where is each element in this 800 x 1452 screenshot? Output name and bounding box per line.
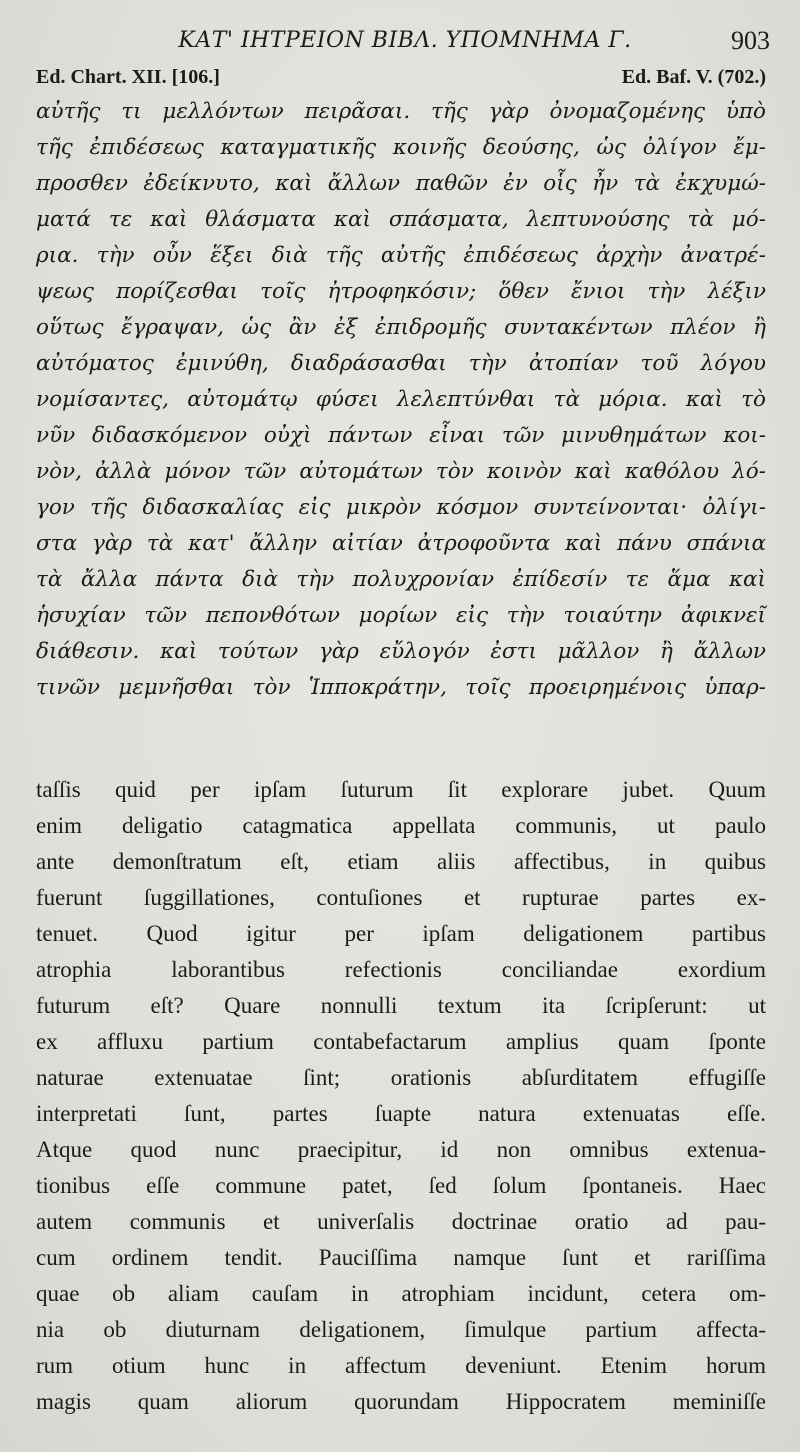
latin-line: enim deligatio catagmatica appellata communis, ut paulo xyxy=(36,813,766,838)
latin-line: futurum eſt? Quare nonnulli textum ita ſcripſerunt: ut xyxy=(36,993,766,1018)
latin-line: ante demonſtratum eſt, etiam aliis affectibus, in quibus xyxy=(36,849,766,874)
greek-line: τινῶν μεμνῆσθαι τὸν Ἱπποκράτην, τοῖς προειρημένοις ὑπαρ- xyxy=(36,675,766,700)
greek-line: ματά τε καὶ θλάσματα καὶ σπάσματα, λεπτυνούσης τὰ μό- xyxy=(36,207,766,232)
greek-line: τὰ ἄλλα πάντα διὰ τὴν πολυχρονίαν ἐπίδεσίν τε ἅμα καὶ xyxy=(36,567,766,592)
edition-basel: Ed. Baf. V. (702.) xyxy=(621,66,766,88)
latin-line: rum otium hunc in affectum deveniunt. Etenim horum xyxy=(36,1353,766,1378)
latin-line: naturae extenuatae ſint; orationis abſurditatem effugiſſe xyxy=(36,1065,766,1090)
page-header xyxy=(40,26,770,62)
greek-line: ρια. τὴν οὖν ἕξει διὰ τῆς αὐτῆς ἐπιδέσεως ἀρχὴν ἀνατρέ- xyxy=(36,243,766,268)
greek-line: ψεως πορίζεσθαι τοῖς ἠτροφηκόσιν; ὅθεν ἔνιοι τὴν λέξιν xyxy=(36,279,766,304)
latin-line: interpretati ſunt, partes ſuapte natura extenuatas eſſe. xyxy=(36,1101,766,1126)
latin-line: nia ob diuturnam deligationem, ſimulque partium affecta- xyxy=(36,1317,766,1342)
latin-line: taſſis quid per ipſam ſuturum ſit explorare jubet. Quum xyxy=(36,777,766,802)
greek-line: προσθεν ἐδείκνυτο, καὶ ἄλλων παθῶν ἐν οἷς ἦν τὰ ἐκχυμώ- xyxy=(36,171,766,196)
running-head: ΚΑΤ' ΙΗΤΡΕΙΟΝ ΒΙΒΛ. ΥΠΟΜΝΗΜΑ Γ. xyxy=(178,28,632,53)
greek-line: νομίσαντες, αὐτομάτῳ φύσει λελεπτύνθαι τὰ μόρια. καὶ τὸ xyxy=(36,387,766,412)
greek-line: διάθεσιν. καὶ τούτων γὰρ εὔλογόν ἐστι μᾶλλον ἢ ἄλλων xyxy=(36,639,766,664)
greek-line: αὐτόματος ἐμινύθη, διαδράσασθαι τὴν ἀτοπίαν τοῦ λόγου xyxy=(36,351,766,376)
latin-line: fuerunt ſuggillationes, contuſiones et rupturae partes ex- xyxy=(36,885,766,910)
latin-line: ex affluxu partium contabefactarum amplius quam ſponte xyxy=(36,1029,766,1054)
latin-line: tionibus eſſe commune patet, ſed ſolum ſpontaneis. Haec xyxy=(36,1173,766,1198)
greek-line: ἡσυχίαν τῶν πεπονθότων μορίων εἰς τὴν τοιαύτην ἀφικνεῖ xyxy=(36,603,766,628)
latin-line: atrophia laborantibus refectionis conciliandae exordium xyxy=(36,957,766,982)
edition-chartier: Ed. Chart. XII. [106.] xyxy=(36,66,220,88)
latin-line: cum ordinem tendit. Pauciſſima namque ſunt et rariſſima xyxy=(36,1245,766,1270)
page-number: 903 xyxy=(731,26,770,55)
greek-line: νῦν διδασκόμενον οὐχὶ πάντων εἶναι τῶν μινυθημάτων κοι- xyxy=(36,423,766,448)
greek-line: αὐτῆς τι μελλόντων πειρᾶσαι. τῆς γὰρ ὀνομαζομένης ὑπὸ xyxy=(36,99,766,124)
greek-line: νὸν, ἀλλὰ μόνον τῶν αὐτομάτων τὸν κοινὸν καὶ καθόλου λό- xyxy=(36,459,766,484)
latin-line: Atque quod nunc praecipitur, id non omnibus extenua- xyxy=(36,1137,766,1162)
latin-line: tenuet. Quod igitur per ipſam deligationem partibus xyxy=(36,921,766,946)
greek-text-block xyxy=(36,94,766,706)
greek-line: τῆς ἐπιδέσεως καταγματικῆς κοινῆς δεούσης, ὡς ὀλίγον ἔμ- xyxy=(36,135,766,160)
latin-line: autem communis et univerſalis doctrinae oratio ad pau- xyxy=(36,1209,766,1234)
greek-line: οὕτως ἔγραψαν, ὡς ἂν ἐξ ἐπιδρομῆς συντακέντων πλέον ἢ xyxy=(36,315,766,340)
latin-line: magis quam aliorum quorundam Hippocratem meminiſſe xyxy=(36,1389,766,1414)
greek-line: γον τῆς διδασκαλίας εἰς μικρὸν κόσμον συντείνονται· ὀλίγι- xyxy=(36,495,766,520)
latin-text-block xyxy=(36,772,766,1420)
latin-line: quae ob aliam cauſam in atrophiam incidunt, cetera om- xyxy=(36,1281,766,1306)
greek-line: στα γὰρ τὰ κατ' ἄλλην αἰτίαν ἀτροφοῦντα καὶ πάνυ σπάνια xyxy=(36,531,766,556)
